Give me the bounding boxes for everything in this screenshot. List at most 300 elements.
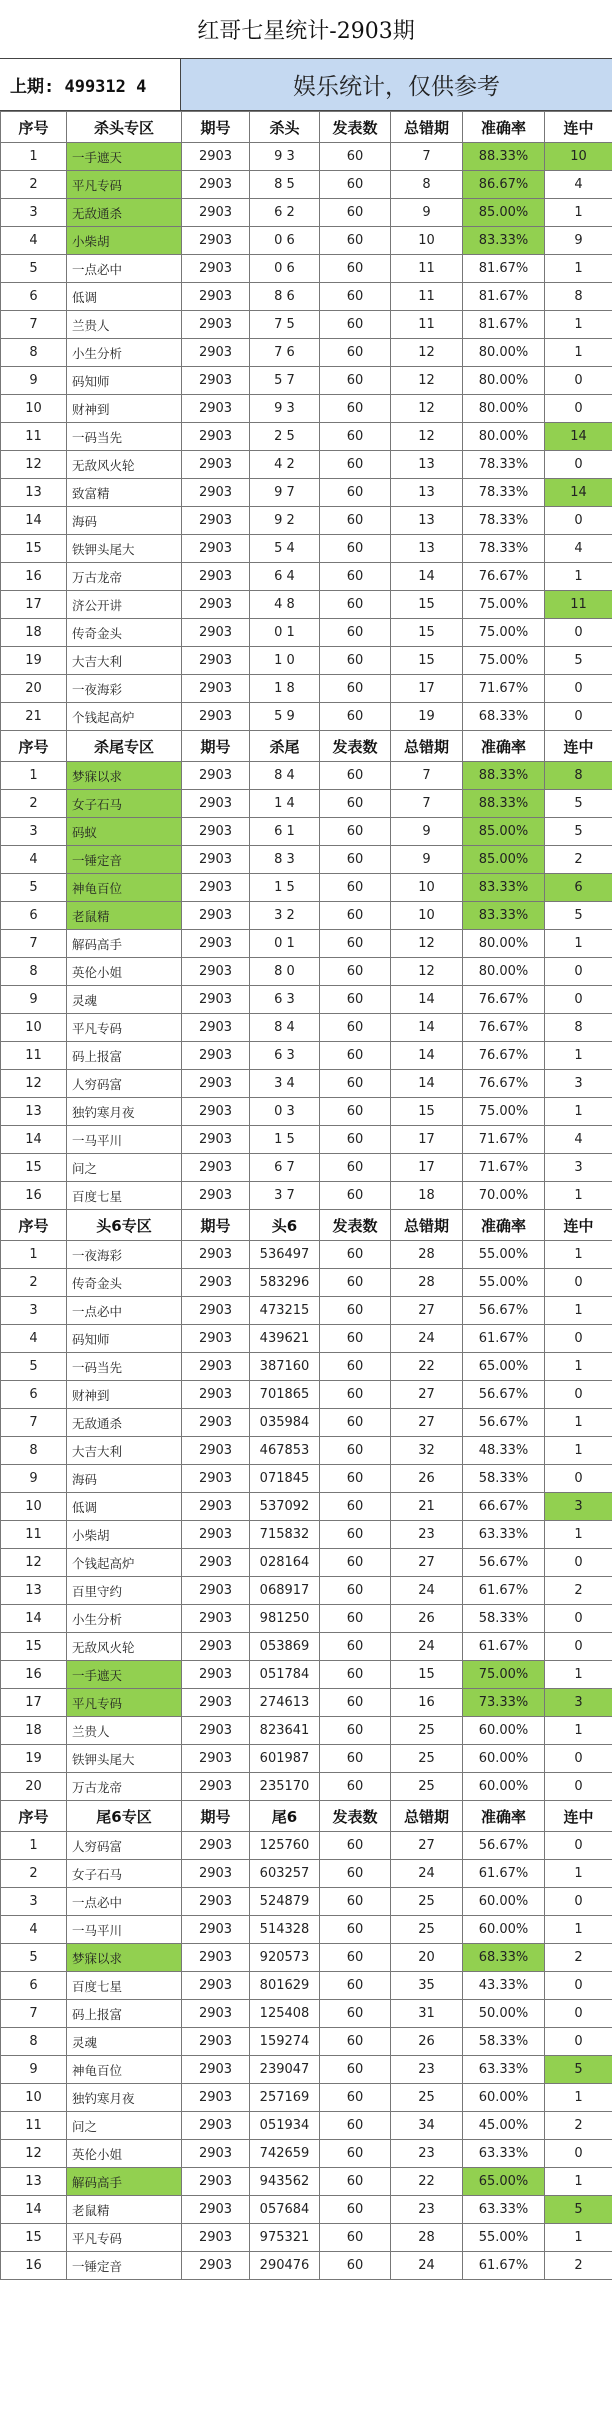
accuracy-rate-cell: 48.33% <box>463 1437 545 1465</box>
win-streak-cell: 0 <box>545 1465 612 1493</box>
table-row <box>1 1773 612 1801</box>
period-cell: 2903 <box>182 1605 250 1633</box>
post-count-cell: 60 <box>320 958 391 986</box>
row-index-cell: 3 <box>1 818 67 846</box>
win-streak-cell: 9 <box>545 227 612 255</box>
win-streak-cell: 4 <box>545 1126 612 1154</box>
post-count-cell: 60 <box>320 227 391 255</box>
row-index-cell: 2 <box>1 1860 67 1888</box>
win-streak-cell: 1 <box>545 311 612 339</box>
expert-name-cell: 一夜海彩 <box>67 675 182 703</box>
win-streak-cell: 1 <box>545 339 612 367</box>
row-index-cell: 4 <box>1 1916 67 1944</box>
accuracy-rate-cell: 80.00% <box>463 930 545 958</box>
win-streak-cell: 0 <box>545 1745 612 1773</box>
row-index-cell: 12 <box>1 1070 67 1098</box>
row-index-cell: 2 <box>1 1269 67 1297</box>
win-streak-cell: 1 <box>545 255 612 283</box>
column-header: 连中 <box>545 1801 612 1832</box>
accuracy-rate-cell: 61.67% <box>463 1577 545 1605</box>
post-count-cell: 60 <box>320 1154 391 1182</box>
column-header: 总错期 <box>391 112 463 143</box>
win-streak-cell: 0 <box>545 1888 612 1916</box>
accuracy-rate-cell: 75.00% <box>463 591 545 619</box>
pick-cell: 6 3 <box>250 986 320 1014</box>
pick-cell: 1 5 <box>250 874 320 902</box>
win-streak-cell: 1 <box>545 1916 612 1944</box>
pick-cell: 8 4 <box>250 762 320 790</box>
accuracy-rate-cell: 56.67% <box>463 1409 545 1437</box>
post-count-cell: 60 <box>320 1549 391 1577</box>
post-count-cell: 60 <box>320 2028 391 2056</box>
error-count-cell: 13 <box>391 451 463 479</box>
row-index-cell: 1 <box>1 762 67 790</box>
row-index-cell: 12 <box>1 451 67 479</box>
table-row <box>1 311 612 339</box>
table-row <box>1 1297 612 1325</box>
row-index-cell: 8 <box>1 958 67 986</box>
post-count-cell: 60 <box>320 1832 391 1860</box>
table-row <box>1 874 612 902</box>
table-row <box>1 1465 612 1493</box>
error-count-cell: 34 <box>391 2112 463 2140</box>
error-count-cell: 19 <box>391 703 463 731</box>
win-streak-cell: 1 <box>545 1182 612 1210</box>
error-count-cell: 22 <box>391 1353 463 1381</box>
accuracy-rate-cell: 76.67% <box>463 1042 545 1070</box>
accuracy-rate-cell: 56.67% <box>463 1549 545 1577</box>
column-header: 发表数 <box>320 1801 391 1832</box>
table-row <box>1 1269 612 1297</box>
win-streak-cell: 1 <box>545 1409 612 1437</box>
pick-cell: 9 7 <box>250 479 320 507</box>
error-count-cell: 27 <box>391 1832 463 1860</box>
pick-cell: 8 3 <box>250 846 320 874</box>
post-count-cell: 60 <box>320 1437 391 1465</box>
accuracy-rate-cell: 61.67% <box>463 1860 545 1888</box>
stats-table <box>0 111 612 2280</box>
error-count-cell: 12 <box>391 367 463 395</box>
error-count-cell: 20 <box>391 1944 463 1972</box>
win-streak-cell: 2 <box>545 846 612 874</box>
table-row <box>1 1549 612 1577</box>
post-count-cell: 60 <box>320 2084 391 2112</box>
pick-cell: 051784 <box>250 1661 320 1689</box>
table-row <box>1 1098 612 1126</box>
accuracy-rate-cell: 88.33% <box>463 790 545 818</box>
accuracy-rate-cell: 71.67% <box>463 1154 545 1182</box>
error-count-cell: 25 <box>391 1745 463 1773</box>
row-index-cell: 2 <box>1 790 67 818</box>
error-count-cell: 17 <box>391 675 463 703</box>
pick-cell: 235170 <box>250 1773 320 1801</box>
error-count-cell: 10 <box>391 902 463 930</box>
pick-cell: 071845 <box>250 1465 320 1493</box>
period-cell: 2903 <box>182 930 250 958</box>
row-index-cell: 8 <box>1 2028 67 2056</box>
expert-name-cell: 无敌通杀 <box>67 199 182 227</box>
pick-cell: 3 2 <box>250 902 320 930</box>
post-count-cell: 60 <box>320 255 391 283</box>
error-count-cell: 15 <box>391 619 463 647</box>
accuracy-rate-cell: 60.00% <box>463 1773 545 1801</box>
post-count-cell: 60 <box>320 535 391 563</box>
error-count-cell: 14 <box>391 1070 463 1098</box>
period-cell: 2903 <box>182 762 250 790</box>
error-count-cell: 16 <box>391 1689 463 1717</box>
pick-cell: 1 8 <box>250 675 320 703</box>
column-header: 总错期 <box>391 731 463 762</box>
error-count-cell: 15 <box>391 591 463 619</box>
table-row <box>1 1717 612 1745</box>
table-row <box>1 479 612 507</box>
table-row <box>1 846 612 874</box>
expert-name-cell: 解码高手 <box>67 2168 182 2196</box>
expert-name-cell: 问之 <box>67 2112 182 2140</box>
row-index-cell: 18 <box>1 1717 67 1745</box>
table-row <box>1 199 612 227</box>
win-streak-cell: 1 <box>545 2168 612 2196</box>
win-streak-cell: 10 <box>545 143 612 171</box>
pick-cell: 1 5 <box>250 1126 320 1154</box>
error-count-cell: 26 <box>391 1605 463 1633</box>
table-row <box>1 2000 612 2028</box>
period-cell: 2903 <box>182 1297 250 1325</box>
row-index-cell: 5 <box>1 255 67 283</box>
accuracy-rate-cell: 61.67% <box>463 1633 545 1661</box>
pick-cell: 035984 <box>250 1409 320 1437</box>
win-streak-cell: 1 <box>545 1661 612 1689</box>
pick-cell: 4 8 <box>250 591 320 619</box>
accuracy-rate-cell: 58.33% <box>463 1465 545 1493</box>
post-count-cell: 60 <box>320 1972 391 2000</box>
row-index-cell: 9 <box>1 986 67 1014</box>
accuracy-rate-cell: 78.33% <box>463 479 545 507</box>
error-count-cell: 25 <box>391 1773 463 1801</box>
row-index-cell: 14 <box>1 1605 67 1633</box>
row-index-cell: 15 <box>1 535 67 563</box>
table-row <box>1 2140 612 2168</box>
win-streak-cell: 1 <box>545 199 612 227</box>
period-cell: 2903 <box>182 1689 250 1717</box>
pick-cell: 257169 <box>250 2084 320 2112</box>
pick-cell: 3 4 <box>250 1070 320 1098</box>
row-index-cell: 6 <box>1 1972 67 2000</box>
table-row <box>1 647 612 675</box>
period-cell: 2903 <box>182 1661 250 1689</box>
pick-cell: 537092 <box>250 1493 320 1521</box>
expert-name-cell: 无敌风火轮 <box>67 451 182 479</box>
column-header: 期号 <box>182 112 250 143</box>
period-cell: 2903 <box>182 1493 250 1521</box>
post-count-cell: 60 <box>320 2196 391 2224</box>
row-index-cell: 6 <box>1 283 67 311</box>
pick-cell: 8 4 <box>250 1014 320 1042</box>
accuracy-rate-cell: 80.00% <box>463 367 545 395</box>
column-header: 杀头 <box>250 112 320 143</box>
error-count-cell: 24 <box>391 1860 463 1888</box>
table-row <box>1 1944 612 1972</box>
error-count-cell: 27 <box>391 1381 463 1409</box>
row-index-cell: 19 <box>1 1745 67 1773</box>
accuracy-rate-cell: 60.00% <box>463 1745 545 1773</box>
post-count-cell: 60 <box>320 874 391 902</box>
error-count-cell: 15 <box>391 647 463 675</box>
win-streak-cell: 0 <box>545 1605 612 1633</box>
column-header: 尾6 <box>250 1801 320 1832</box>
expert-name-cell: 码知师 <box>67 1325 182 1353</box>
table-row <box>1 339 612 367</box>
table-row <box>1 1182 612 1210</box>
table-row <box>1 1070 612 1098</box>
row-index-cell: 12 <box>1 2140 67 2168</box>
accuracy-rate-cell: 88.33% <box>463 762 545 790</box>
row-index-cell: 5 <box>1 1944 67 1972</box>
post-count-cell: 60 <box>320 1070 391 1098</box>
table-row <box>1 2112 612 2140</box>
table-row <box>1 451 612 479</box>
win-streak-cell: 2 <box>545 1944 612 1972</box>
error-count-cell: 28 <box>391 1241 463 1269</box>
expert-name-cell: 财神到 <box>67 395 182 423</box>
expert-name-cell: 无敌通杀 <box>67 1409 182 1437</box>
accuracy-rate-cell: 80.00% <box>463 423 545 451</box>
error-count-cell: 27 <box>391 1297 463 1325</box>
expert-name-cell: 百度七星 <box>67 1972 182 2000</box>
period-cell: 2903 <box>182 1577 250 1605</box>
error-count-cell: 7 <box>391 143 463 171</box>
accuracy-rate-cell: 60.00% <box>463 2084 545 2112</box>
expert-name-cell: 一锤定音 <box>67 2252 182 2280</box>
pick-cell: 920573 <box>250 1944 320 1972</box>
expert-name-cell: 神龟百位 <box>67 2056 182 2084</box>
table-row <box>1 535 612 563</box>
error-count-cell: 27 <box>391 1549 463 1577</box>
error-count-cell: 13 <box>391 479 463 507</box>
post-count-cell: 60 <box>320 1521 391 1549</box>
column-header: 序号 <box>1 1210 67 1241</box>
row-index-cell: 21 <box>1 703 67 731</box>
post-count-cell: 60 <box>320 1409 391 1437</box>
error-count-cell: 24 <box>391 2252 463 2280</box>
expert-name-cell: 一点必中 <box>67 1888 182 1916</box>
expert-name-cell: 平凡专码 <box>67 1689 182 1717</box>
table-row <box>1 1493 612 1521</box>
accuracy-rate-cell: 56.67% <box>463 1381 545 1409</box>
pick-cell: 439621 <box>250 1325 320 1353</box>
expert-name-cell: 英伦小姐 <box>67 2140 182 2168</box>
win-streak-cell: 5 <box>545 818 612 846</box>
accuracy-rate-cell: 80.00% <box>463 339 545 367</box>
column-header: 期号 <box>182 1210 250 1241</box>
post-count-cell: 60 <box>320 1014 391 1042</box>
win-streak-cell: 5 <box>545 790 612 818</box>
period-cell: 2903 <box>182 1944 250 1972</box>
accuracy-rate-cell: 76.67% <box>463 1014 545 1042</box>
pick-cell: 6 3 <box>250 1042 320 1070</box>
post-count-cell: 60 <box>320 311 391 339</box>
row-index-cell: 4 <box>1 227 67 255</box>
accuracy-rate-cell: 80.00% <box>463 958 545 986</box>
post-count-cell: 60 <box>320 619 391 647</box>
period-cell: 2903 <box>182 255 250 283</box>
period-cell: 2903 <box>182 1633 250 1661</box>
period-cell: 2903 <box>182 2252 250 2280</box>
pick-cell: 514328 <box>250 1916 320 1944</box>
accuracy-rate-cell: 81.67% <box>463 311 545 339</box>
post-count-cell: 60 <box>320 1465 391 1493</box>
period-cell: 2903 <box>182 2112 250 2140</box>
row-index-cell: 2 <box>1 171 67 199</box>
post-count-cell: 60 <box>320 1661 391 1689</box>
row-index-cell: 10 <box>1 1493 67 1521</box>
column-header: 尾6专区 <box>67 1801 182 1832</box>
error-count-cell: 7 <box>391 790 463 818</box>
expert-name-cell: 平凡专码 <box>67 171 182 199</box>
win-streak-cell: 0 <box>545 395 612 423</box>
column-header: 发表数 <box>320 731 391 762</box>
pick-cell: 125760 <box>250 1832 320 1860</box>
expert-name-cell: 独钓寒月夜 <box>67 2084 182 2112</box>
post-count-cell: 60 <box>320 1916 391 1944</box>
win-streak-cell: 0 <box>545 1549 612 1577</box>
pick-cell: 975321 <box>250 2224 320 2252</box>
post-count-cell: 60 <box>320 2056 391 2084</box>
table-row <box>1 1860 612 1888</box>
table-row <box>1 1126 612 1154</box>
post-count-cell: 60 <box>320 1633 391 1661</box>
expert-name-cell: 老鼠精 <box>67 902 182 930</box>
pick-cell: 742659 <box>250 2140 320 2168</box>
win-streak-cell: 1 <box>545 930 612 958</box>
table-row <box>1 1832 612 1860</box>
table-row <box>1 2056 612 2084</box>
table-row <box>1 1381 612 1409</box>
table-row <box>1 2084 612 2112</box>
expert-name-cell: 一夜海彩 <box>67 1241 182 1269</box>
pick-cell: 715832 <box>250 1521 320 1549</box>
tail6-header-row <box>1 1801 612 1832</box>
win-streak-cell: 0 <box>545 1633 612 1661</box>
period-cell: 2903 <box>182 1126 250 1154</box>
period-cell: 2903 <box>182 619 250 647</box>
row-index-cell: 1 <box>1 1832 67 1860</box>
pick-cell: 068917 <box>250 1577 320 1605</box>
kill-head-header-row <box>1 112 612 143</box>
accuracy-rate-cell: 60.00% <box>463 1888 545 1916</box>
win-streak-cell: 3 <box>545 1689 612 1717</box>
row-index-cell: 6 <box>1 1381 67 1409</box>
expert-name-cell: 平凡专码 <box>67 1014 182 1042</box>
win-streak-cell: 14 <box>545 423 612 451</box>
post-count-cell: 60 <box>320 818 391 846</box>
table-row <box>1 818 612 846</box>
pick-cell: 0 6 <box>250 255 320 283</box>
error-count-cell: 13 <box>391 535 463 563</box>
win-streak-cell: 1 <box>545 2224 612 2252</box>
period-cell: 2903 <box>182 2140 250 2168</box>
pick-cell: 239047 <box>250 2056 320 2084</box>
error-count-cell: 12 <box>391 339 463 367</box>
expert-name-cell: 万古龙帝 <box>67 1773 182 1801</box>
post-count-cell: 60 <box>320 1717 391 1745</box>
period-cell: 2903 <box>182 591 250 619</box>
table-row <box>1 1409 612 1437</box>
pick-cell: 473215 <box>250 1297 320 1325</box>
expert-name-cell: 一锤定音 <box>67 846 182 874</box>
row-index-cell: 14 <box>1 507 67 535</box>
post-count-cell: 60 <box>320 2140 391 2168</box>
win-streak-cell: 0 <box>545 619 612 647</box>
row-index-cell: 1 <box>1 143 67 171</box>
error-count-cell: 23 <box>391 2196 463 2224</box>
column-header: 连中 <box>545 1210 612 1241</box>
period-cell: 2903 <box>182 986 250 1014</box>
win-streak-cell: 0 <box>545 1832 612 1860</box>
pick-cell: 5 7 <box>250 367 320 395</box>
error-count-cell: 31 <box>391 2000 463 2028</box>
expert-name-cell: 小生分析 <box>67 1605 182 1633</box>
table-row <box>1 762 612 790</box>
table-row <box>1 1605 612 1633</box>
column-header: 期号 <box>182 1801 250 1832</box>
win-streak-cell: 0 <box>545 675 612 703</box>
row-index-cell: 4 <box>1 1325 67 1353</box>
error-count-cell: 15 <box>391 1661 463 1689</box>
post-count-cell: 60 <box>320 790 391 818</box>
period-cell: 2903 <box>182 1269 250 1297</box>
post-count-cell: 60 <box>320 902 391 930</box>
accuracy-rate-cell: 60.00% <box>463 1916 545 1944</box>
win-streak-cell: 2 <box>545 2252 612 2280</box>
page-title: 红哥七星统计-2903期 <box>0 0 612 59</box>
accuracy-rate-cell: 65.00% <box>463 2168 545 2196</box>
error-count-cell: 27 <box>391 1409 463 1437</box>
table-row <box>1 423 612 451</box>
disclaimer-banner: 娱乐统计，仅供参考 <box>181 59 612 110</box>
accuracy-rate-cell: 68.33% <box>463 1944 545 1972</box>
period-cell: 2903 <box>182 1070 250 1098</box>
pick-cell: 159274 <box>250 2028 320 2056</box>
period-cell: 2903 <box>182 1549 250 1577</box>
win-streak-cell: 8 <box>545 762 612 790</box>
error-count-cell: 9 <box>391 199 463 227</box>
win-streak-cell: 0 <box>545 1325 612 1353</box>
table-row <box>1 1241 612 1269</box>
accuracy-rate-cell: 65.00% <box>463 1353 545 1381</box>
expert-name-cell: 一手遮天 <box>67 1661 182 1689</box>
expert-name-cell: 铁钾头尾大 <box>67 1745 182 1773</box>
error-count-cell: 12 <box>391 423 463 451</box>
accuracy-rate-cell: 43.33% <box>463 1972 545 2000</box>
win-streak-cell: 0 <box>545 367 612 395</box>
expert-name-cell: 一马平川 <box>67 1916 182 1944</box>
pick-cell: 603257 <box>250 1860 320 1888</box>
row-index-cell: 18 <box>1 619 67 647</box>
post-count-cell: 60 <box>320 1381 391 1409</box>
period-cell: 2903 <box>182 311 250 339</box>
expert-name-cell: 铁钾头尾大 <box>67 535 182 563</box>
period-cell: 2903 <box>182 1154 250 1182</box>
period-cell: 2903 <box>182 1325 250 1353</box>
pick-cell: 8 6 <box>250 283 320 311</box>
period-cell: 2903 <box>182 675 250 703</box>
post-count-cell: 60 <box>320 1493 391 1521</box>
accuracy-rate-cell: 63.33% <box>463 2140 545 2168</box>
pick-cell: 601987 <box>250 1745 320 1773</box>
table-row <box>1 1437 612 1465</box>
accuracy-rate-cell: 85.00% <box>463 199 545 227</box>
